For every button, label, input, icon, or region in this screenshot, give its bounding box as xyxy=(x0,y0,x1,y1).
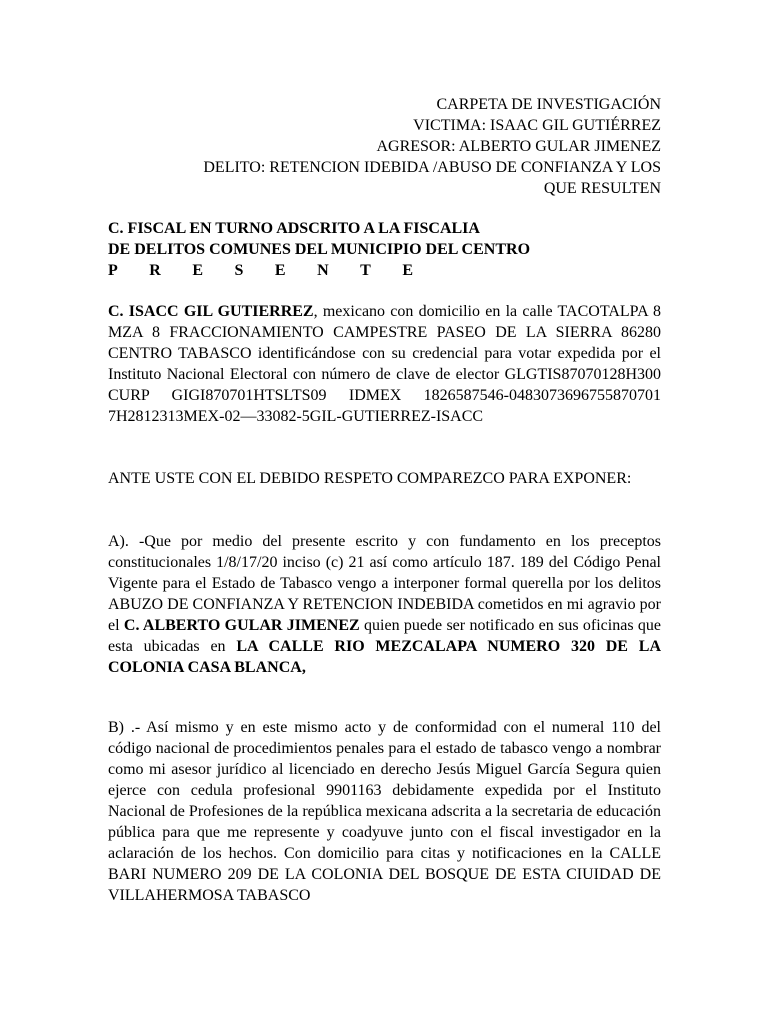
presente-letter: E xyxy=(274,262,286,279)
accused-address: LA CALLE RIO MEZCALAPA NUMERO 320 DE LA COLONIA CASA BLANCA, xyxy=(108,638,661,676)
paragraph-a xyxy=(108,531,661,678)
case-header xyxy=(100,94,661,199)
addressee-block xyxy=(108,218,661,281)
presente-letter: S xyxy=(234,262,244,279)
header-line-offense-cont: QUE RESULTEN xyxy=(543,180,661,197)
presente-letter: T xyxy=(360,262,371,279)
presente-letter: P xyxy=(108,262,118,279)
complainant-name: C. ISACC GIL GUTIERREZ xyxy=(108,303,314,320)
header-line-aggressor: AGRESOR: ALBERTO GULAR JIMENEZ xyxy=(376,138,661,155)
paragraph-b-text: B) .- Así mismo y en este mismo acto y de conformidad con el numeral 110 del código nacional de procedimientos penales para el estado de tabasco vengo a nombrar como mi asesor jurídico al licenciado en derecho Jesús Miguel García Segura quien ejerce con cedula profesional 9901163 debidamente expedida por el Instituto Nacional de Profesiones de la república mexicana adscrita a la secretaria de educación pública para que me represente y coadyuve junto con el fiscal investigador en la aclaración de los hechos. Con domicilio para citas y notificaciones en la CALLE BARI NUMERO 209 DE LA COLONIA DEL BOSQUE DE ESTA CIUIDAD DE VILLAHERMOSA TABASCO xyxy=(108,719,661,904)
header-line-case-folder: CARPETA DE INVESTIGACIÓN xyxy=(436,96,661,113)
header-line-offense: DELITO: RETENCION IDEBIDA /ABUSO DE CONFIANZA Y LOS xyxy=(203,159,661,176)
presente-letter: N xyxy=(317,262,329,279)
accused-name: C. ALBERTO GULAR JIMENEZ xyxy=(123,617,360,634)
intro-paragraph xyxy=(108,301,661,427)
presente-line xyxy=(108,260,413,281)
intro-text: , mexicano con domicilio en la calle TACOTALPA 8 MZA 8 FRACCIONAMIENTO CAMPESTRE PASEO DE LA SIERRA 86280 CENTRO TABASCO identificándose con su credencial para votar expedida por el Instituto Nacional Electoral con número de clave de elector GLGTIS87070128H300 CURP GIGI870701HTSLTS09 IDMEX 1826587546-0483073696755870701 7H2812313MEX-02—33082-5GIL-GUTIERREZ-ISACC xyxy=(108,303,662,425)
appearance-text: ANTE USTE CON EL DEBIDO RESPETO COMPAREZCO PARA EXPONER: xyxy=(108,470,632,487)
addressee-line-1: C. FISCAL EN TURNO ADSCRITO A LA FISCALIA xyxy=(108,220,480,237)
paragraph-b xyxy=(108,717,661,906)
paragraph-a-text-2: quien puede ser notificado en sus oficinas que esta ubicadas en xyxy=(108,617,661,655)
presente-letter: R xyxy=(149,262,161,279)
paragraph-a-text-1: A). -Que por medio del presente escrito y con fundamento en los preceptos constitucionales 1/8/17/20 inciso (c) 21 así como artículo 187. 189 del Código Penal Vigente para el Estado de Tabasco vengo a interponer formal querella por los delitos ABUZO DE CONFIANZA Y RETENCION INDEBIDA cometidos en mi agravio por el xyxy=(108,533,661,634)
appearance-paragraph xyxy=(108,468,661,489)
addressee-line-2: DE DELITOS COMUNES DEL MUNICIPIO DEL CENTRO xyxy=(108,241,531,258)
header-line-victim: VICTIMA: ISAAC GIL GUTIÉRREZ xyxy=(413,117,661,134)
presente-letter: E xyxy=(192,262,204,279)
presente-letter: E xyxy=(402,262,413,279)
